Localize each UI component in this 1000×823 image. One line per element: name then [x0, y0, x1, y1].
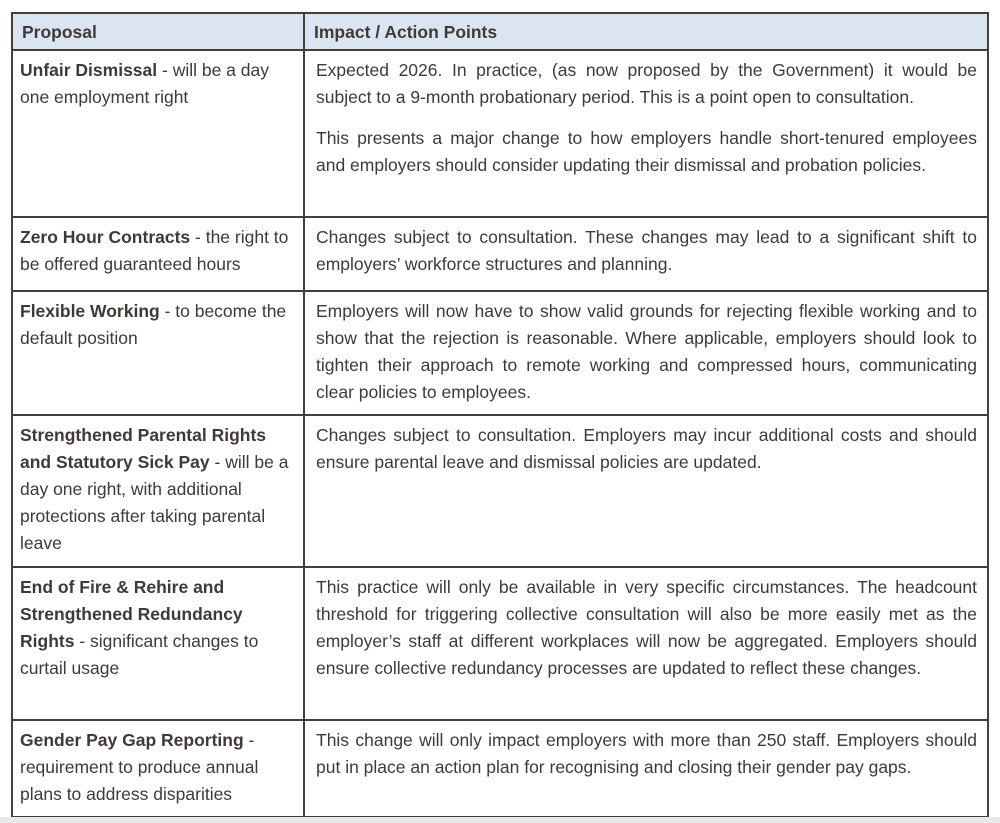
impact-paragraph: Expected 2026. In practice, (as now proposed by the Government) it would be subject to a 9-month probationary period. This is a point open to consultation. — [316, 60, 977, 107]
proposal-title: Strengthened Parental Rights and Statutory Sick Pay — [20, 425, 267, 472]
proposal-title: Unfair Dismissal — [20, 60, 158, 80]
impact-paragraph: Changes subject to consultation. Employers may incur additional costs and should ensure parental leave and dismissal policies are updated. — [316, 425, 977, 472]
impact-cell — [304, 50, 988, 217]
proposal-cell — [12, 50, 304, 217]
table-body — [12, 50, 988, 817]
table-row — [12, 720, 988, 817]
proposal-description: - significant changes to curtail usage — [20, 631, 259, 678]
table-row — [12, 50, 988, 217]
proposal-description: - requirement to produce annual plans to address disparities — [20, 730, 259, 804]
impact-paragraph: This practice will only be available in very specific circumstances. The headcount threshold for triggering collective consultation will also be more easily met as the employer’s staff at different workplaces will now be aggregated. Employers should ensure collective redundancy processes are updated to reflect these changes. — [316, 577, 977, 678]
proposal-cell — [12, 415, 304, 567]
proposal-title: Flexible Working — [20, 301, 160, 321]
table-row — [12, 567, 988, 720]
impact-cell — [304, 720, 988, 817]
impact-cell — [304, 217, 988, 291]
table-row — [12, 291, 988, 415]
proposal-description: - will be a day one right, with additional protections after taking parental leave — [20, 452, 289, 553]
proposal-description: - the right to be offered guaranteed hours — [20, 227, 289, 274]
proposal-cell — [12, 291, 304, 415]
proposal-title: Gender Pay Gap Reporting — [20, 730, 244, 750]
impact-cell — [304, 291, 988, 415]
impact-paragraph: Changes subject to consultation. These changes may lead to a significant shift to employers’ workforce structures and planning. — [316, 227, 977, 274]
proposal-cell — [12, 720, 304, 817]
header-cell-impact: Impact / Action Points — [304, 13, 988, 50]
proposal-description: - to become the default position — [20, 301, 287, 348]
table-row — [12, 217, 988, 291]
impact-cell — [304, 567, 988, 720]
header-row — [12, 13, 988, 50]
proposal-description: - will be a day one employment right — [20, 60, 269, 107]
proposal-cell — [12, 567, 304, 720]
proposal-title: End of Fire & Rehire and Strengthened Redundancy Rights — [20, 577, 243, 651]
impact-paragraph: This presents a major change to how employers handle short-tenured employees and employers should consider updating their dismissal and probation policies. — [316, 128, 977, 175]
table-row — [12, 415, 988, 567]
proposal-cell — [12, 217, 304, 291]
header-cell-proposal: Proposal — [12, 13, 304, 50]
page-edge — [0, 817, 1000, 823]
impact-paragraph: Employers will now have to show valid grounds for rejecting flexible working and to show that the rejection is reasonable. Where applicable, employers should look to tighten their approach to remote working and compressed hours, communicating clear policies to employees. — [316, 301, 977, 402]
proposals-table — [11, 12, 989, 818]
impact-cell — [304, 415, 988, 567]
proposal-title: Zero Hour Contracts — [20, 227, 191, 247]
impact-paragraph: This change will only impact employers with more than 250 staff. Employers should put in place an action plan for recognising and closing their gender pay gaps. — [316, 730, 977, 777]
